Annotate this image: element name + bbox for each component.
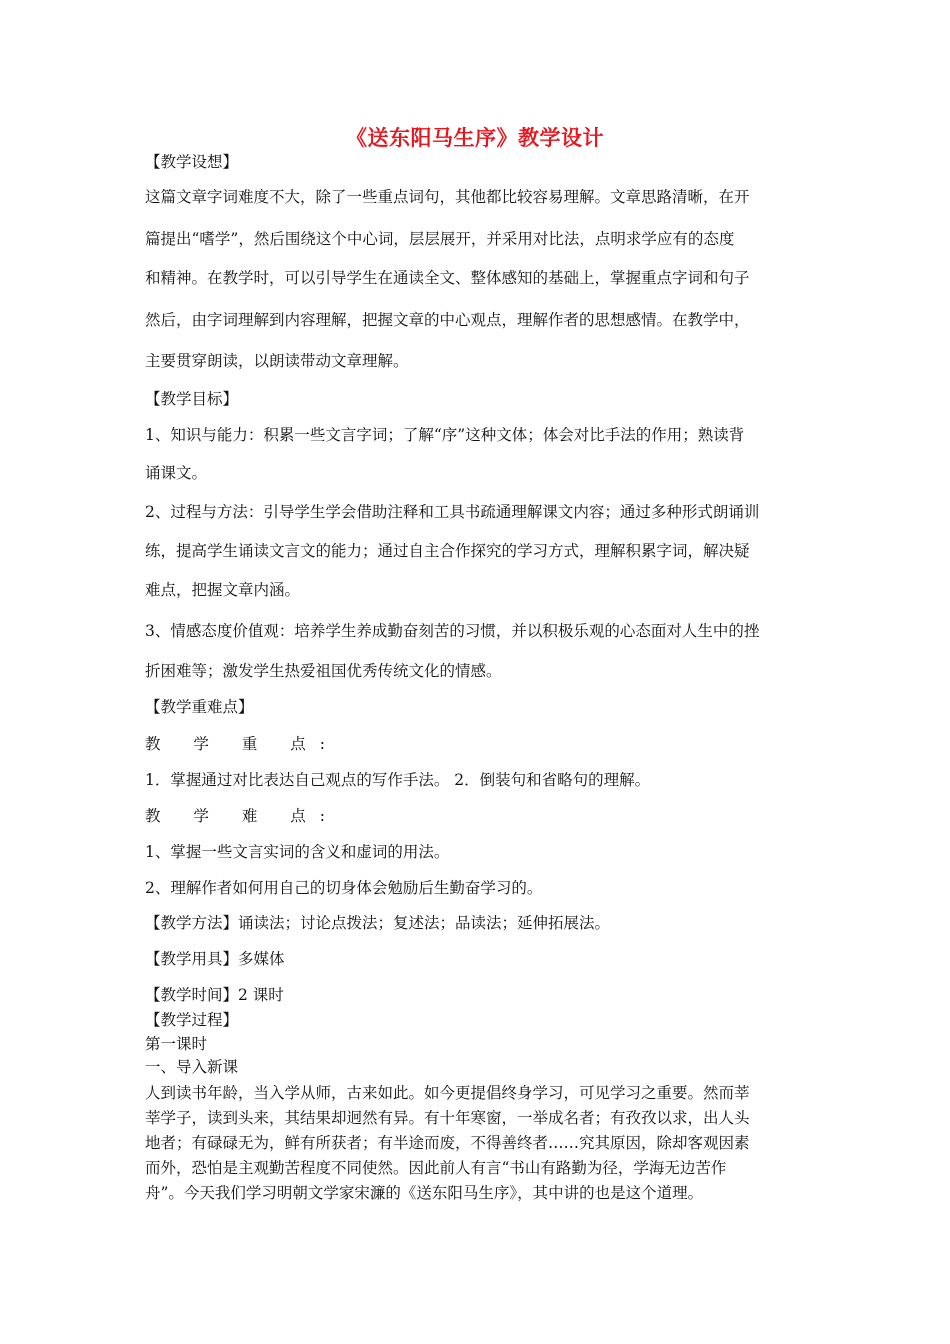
process-line: 舟”。今天我们学习明朝文学家宋濂的《送东阳马生序》，其中讲的也是这个道理。 — [145, 1184, 704, 1202]
teaching-tools: 【教学用具】多媒体 — [145, 950, 285, 968]
process-line: 人到读书年龄，当入学从师，古来如此。如今更提倡终身学习，可见学习之重要。然而莘 — [145, 1084, 750, 1102]
document-title: 《送东阳马生序》教学设计 — [346, 126, 604, 150]
lesson-label: 第一课时 — [145, 1035, 208, 1053]
difficulty-label: 教 学 难 点: — [145, 807, 340, 825]
objective-line: 折困难等；激发学生热爱祖国优秀传统文化的情感。 — [145, 662, 502, 680]
process-line: 地者；有碌碌无为，鲜有所获者；有半途而废，不得善终者……究其原因，除却客观因素 — [145, 1134, 750, 1152]
paragraph-line: 主要贯穿朗读，以朗读带动文章理解。 — [145, 352, 409, 370]
section-heading-design-idea: 【教学设想】 — [145, 153, 239, 171]
objective-line: 3、情感态度价值观：培养学生养成勤奋刻苦的习惯，并以积极乐观的心态面对人生中的挫 — [145, 622, 760, 640]
focus-label: 教 学 重 点: — [145, 735, 340, 753]
difficulty-line: 2、理解作者如何用自己的切身体会勉励后生勤奋学习的。 — [145, 879, 543, 897]
paragraph-line: 这篇文章字词难度不大，除了一些重点词句，其他都比较容易理解。文章思路清晰，在开 — [145, 188, 750, 206]
paragraph-line: 篇提出“嗜学”，然后围绕这个中心词，层层展开，并采用对比法，点明求学应有的态度 — [145, 230, 735, 248]
difficulty-line: 1、掌握一些文言实词的含义和虚词的用法。 — [145, 843, 450, 861]
objective-line: 练，提高学生诵读文言文的能力；通过自主合作探究的学习方式，理解积累字词，解决疑 — [145, 542, 750, 560]
teaching-method: 【教学方法】诵读法；讨论点拨法；复述法；品读法；延伸拓展法。 — [145, 914, 611, 932]
focus-line: 1．掌握通过对比表达自己观点的写作手法。 2．倒装句和省略句的理解。 — [145, 771, 651, 789]
teaching-time: 【教学时间】2 课时 — [145, 986, 284, 1004]
process-line: 莘学子，读到头来，其结果却迥然有异。有十年寒窗，一举成名者；有孜孜以求，出人头 — [145, 1109, 750, 1127]
section-heading-objectives: 【教学目标】 — [145, 390, 239, 408]
objective-line: 1、知识与能力：积累一些文言字词；了解“序”这种文体；体会对比手法的作用；熟读背 — [145, 426, 745, 444]
objective-line: 2、过程与方法：引导学生学会借助注释和工具书疏通理解课文内容；通过多种形式朗诵训 — [145, 503, 760, 521]
paragraph-line: 然后，由字词理解到内容理解，把握文章的中心观点，理解作者的思想感情。在教学中， — [145, 311, 750, 329]
step-label: 一、导入新课 — [145, 1058, 239, 1076]
section-heading-process: 【教学过程】 — [145, 1011, 239, 1029]
section-heading-key-points: 【教学重难点】 — [145, 698, 254, 716]
process-line: 而外，恐怕是主观勤苦程度不同使然。因此前人有言“书山有路勤为径，学海无边苦作 — [145, 1159, 727, 1177]
objective-line: 诵课文。 — [145, 464, 208, 482]
objective-line: 难点，把握文章内涵。 — [145, 581, 301, 599]
paragraph-line: 和精神。在教学时，可以引导学生在通读全文、整体感知的基础上，掌握重点字词和句子 — [145, 269, 750, 287]
